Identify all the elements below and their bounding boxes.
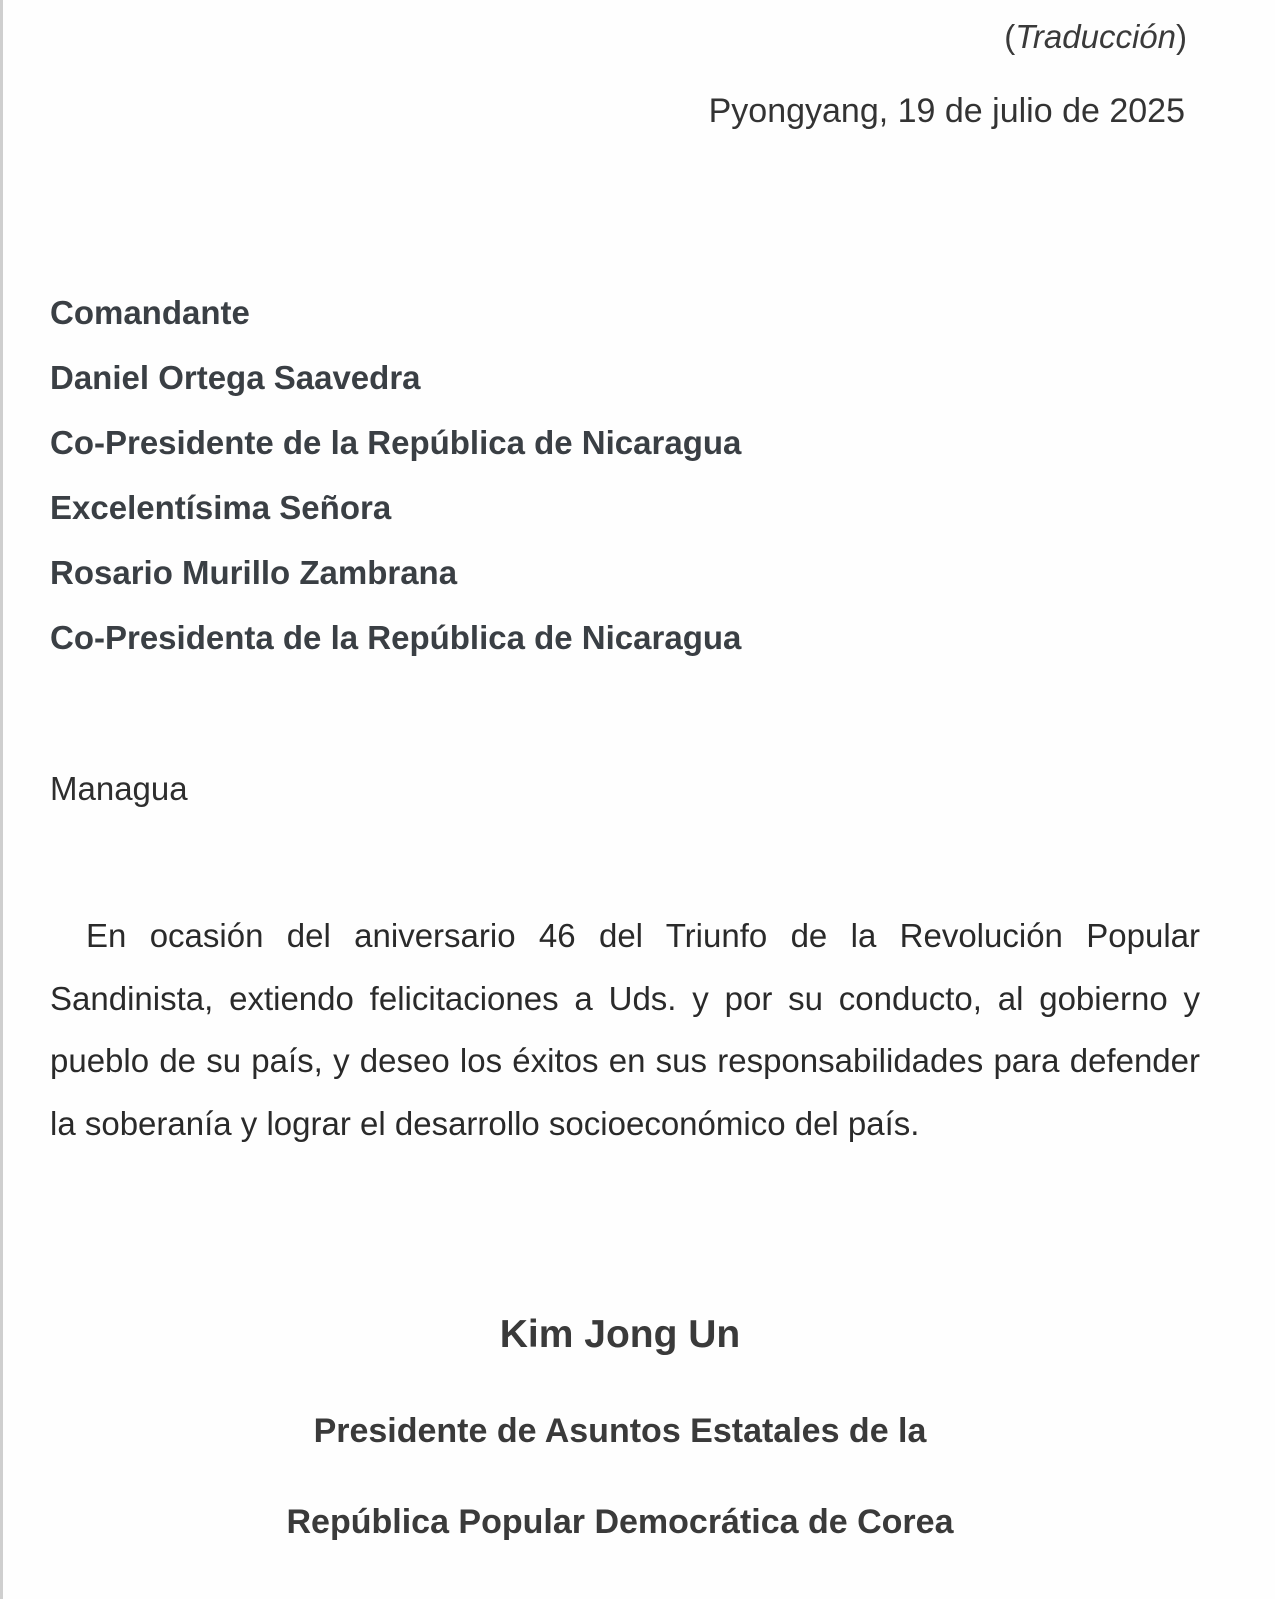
translation-close-paren: ) — [1176, 18, 1187, 55]
addressee-line-honorific: Excelentísima Señora — [50, 489, 392, 526]
translation-note — [1004, 18, 1187, 56]
translation-open-paren: ( — [1004, 18, 1016, 55]
addressee-line-office-2: Co-Presidenta de la República de Nicaragua — [50, 619, 742, 656]
signatory-title-line-1: Presidente de Asuntos Estatales de la — [313, 1412, 927, 1450]
addressee-line-office-1: Co-Presidente de la República de Nicaragua — [50, 424, 742, 461]
translation-word: Traducción — [1015, 18, 1176, 55]
addressee-line-name-1: Daniel Ortega Saavedra — [50, 359, 421, 396]
page-edge — [0, 0, 3, 1599]
letter-body-paragraph: En ocasión del aniversario 46 del Triunfo de la Revolución Popular Sandinista, extiendo felicitaciones a Uds. y por su conducto, al gobierno y pueblo de su país, y deseo los éxitos en sus responsabilidades para defender la soberanía y lograr el desarrollo socioeconómico del país. — [50, 917, 1200, 1142]
addressee-line-rank: Comandante — [50, 294, 250, 331]
addressee-block — [50, 280, 950, 670]
addressee-line-name-2: Rosario Murillo Zambrana — [50, 554, 458, 591]
date-line: Pyongyang, 19 de julio de 2025 — [708, 92, 1185, 130]
signatory-title-line-2: República Popular Democrática de Corea — [286, 1503, 954, 1541]
signatory-name: Kim Jong Un — [499, 1313, 741, 1356]
city-line: Managua — [50, 770, 188, 807]
